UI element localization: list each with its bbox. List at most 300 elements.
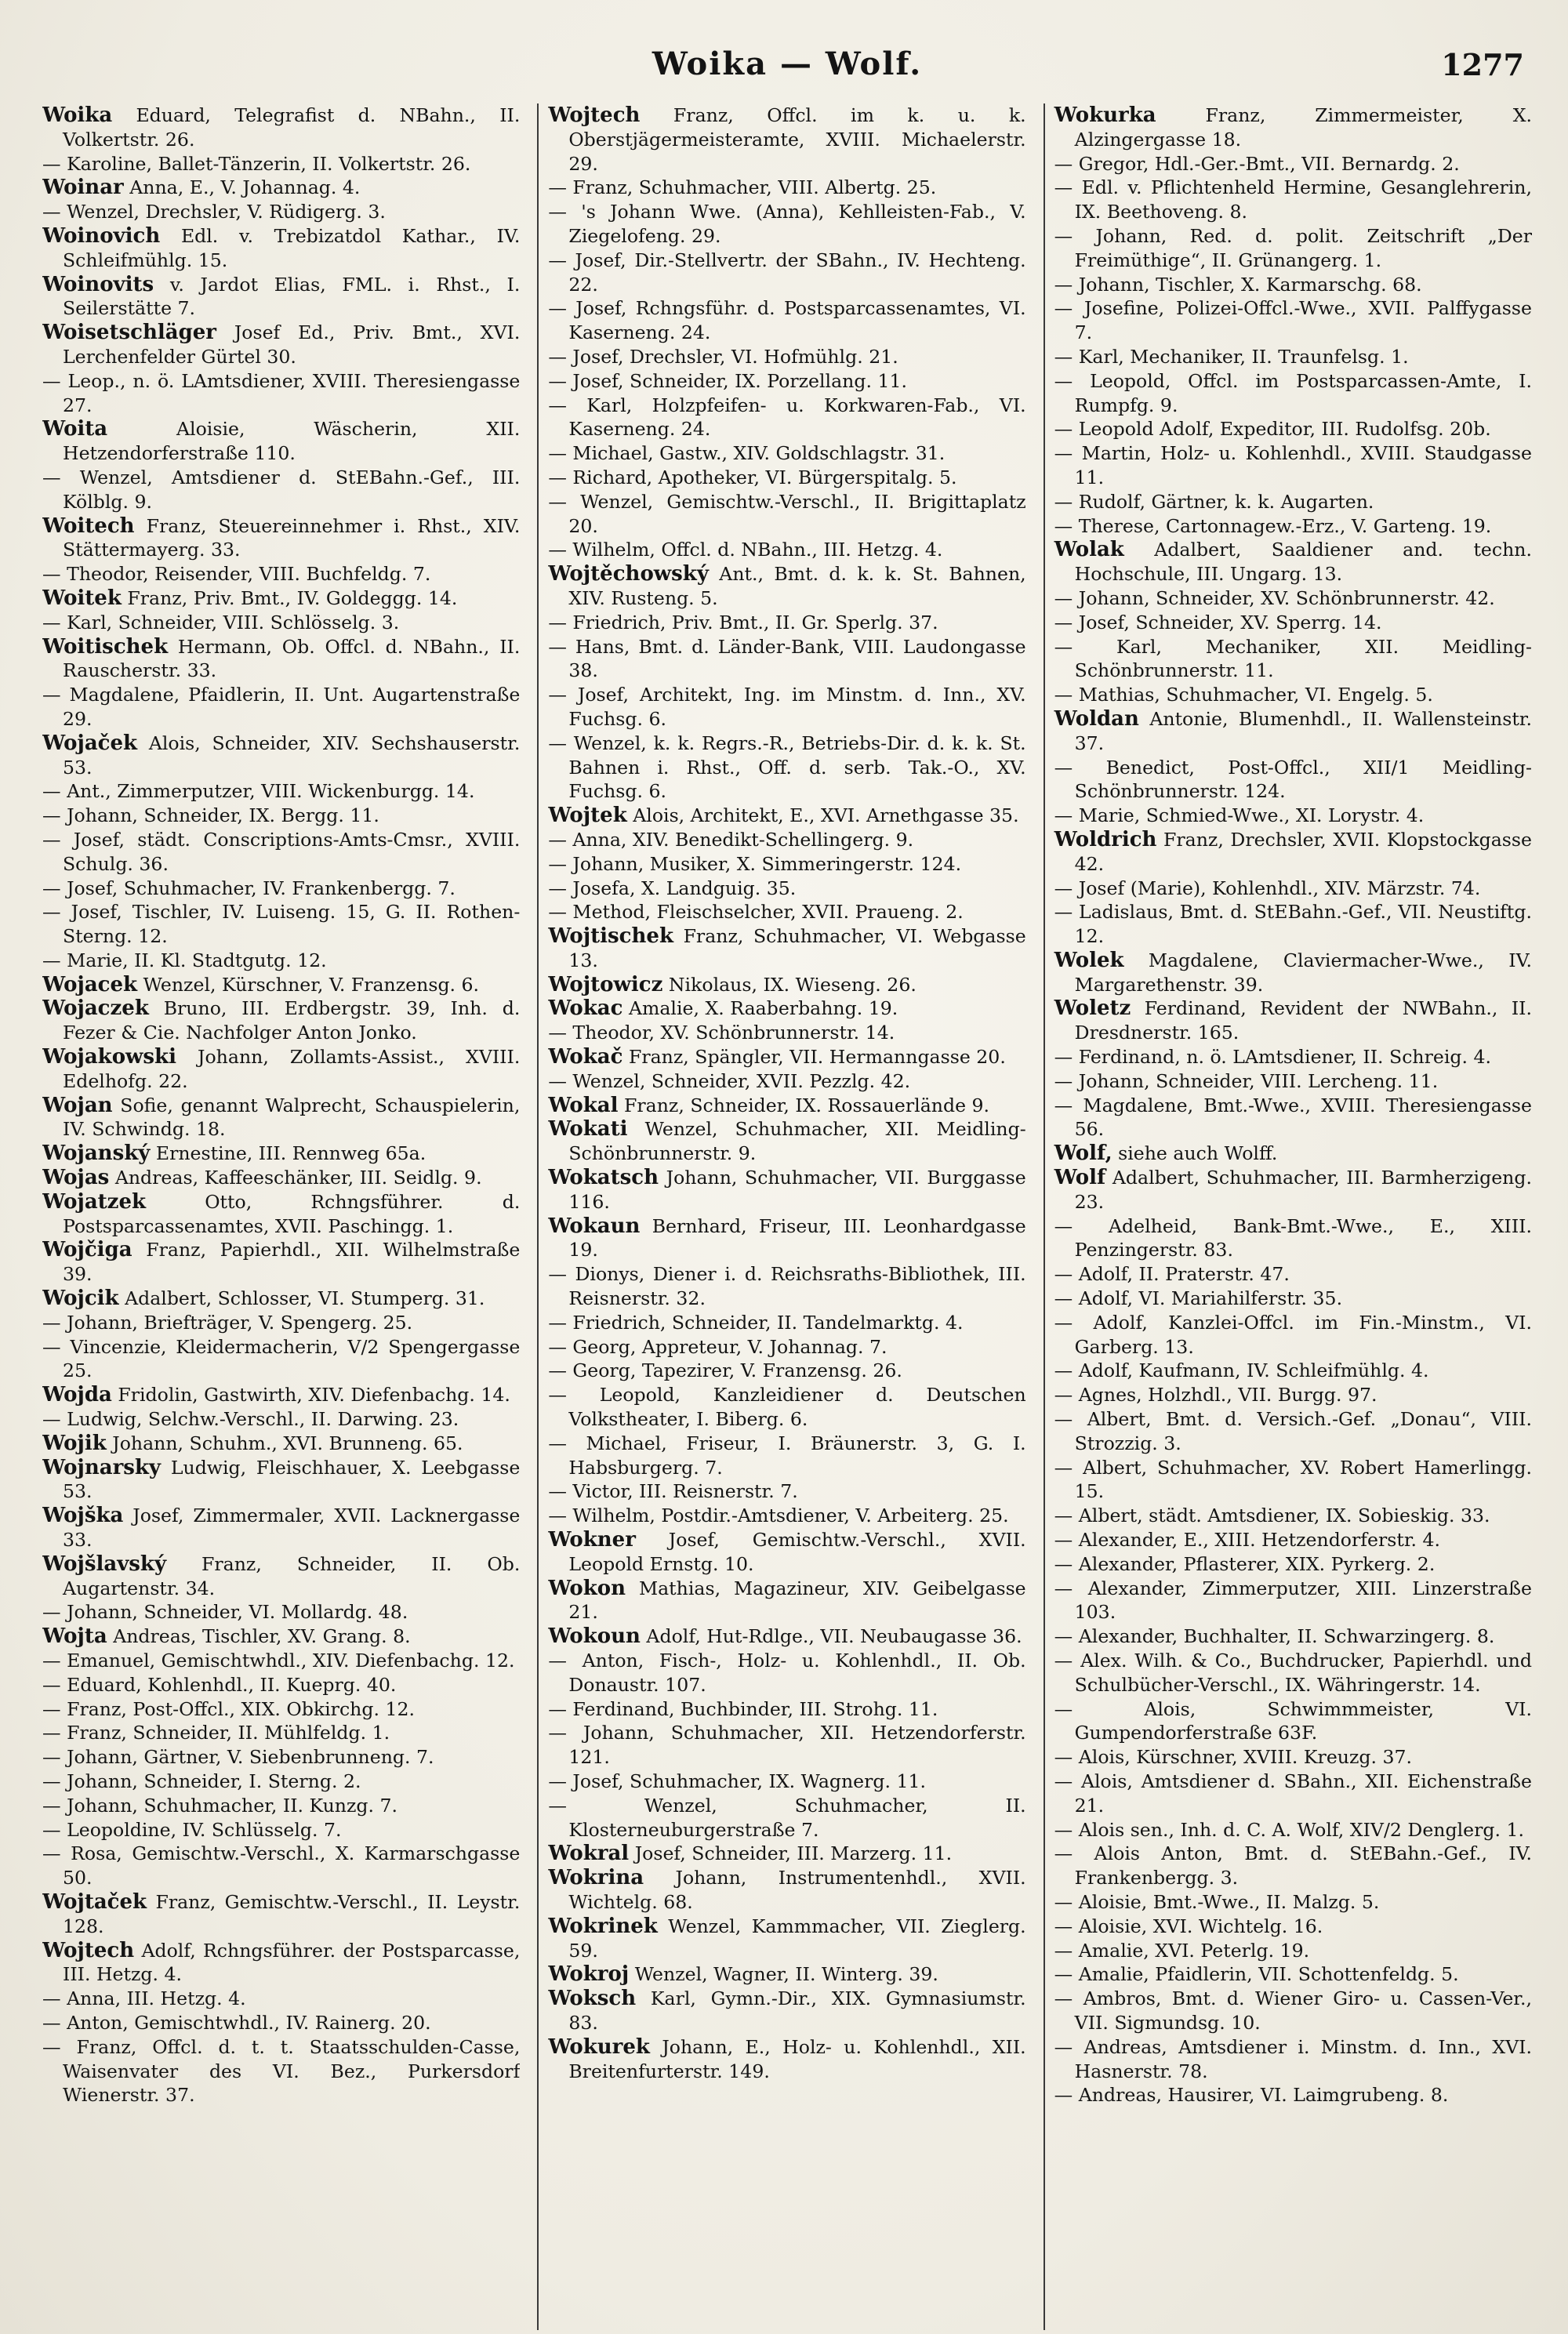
entry-text: — Anna, III. Hetzg. 4.	[42, 1987, 246, 2010]
directory-entry	[42, 1552, 520, 1601]
directory-entry	[1054, 176, 1532, 224]
directory-entry	[548, 996, 1025, 1021]
entry-surname: Wokac	[548, 996, 623, 1021]
entry-text: — Leopold, Offcl. im Postsparcassen-Amte, I. Rumpfg. 9.	[1054, 369, 1532, 416]
directory-entry	[42, 586, 520, 611]
entry-text: Adalbert, Schlosser, VI. Stumperg. 31.	[125, 1287, 485, 1310]
entry-text: — Adolf, VI. Mariahilferstr. 35.	[1054, 1287, 1343, 1310]
directory-entry	[1054, 1577, 1532, 1625]
directory-entry	[42, 731, 520, 780]
directory-entry	[548, 369, 1025, 394]
entry-text: Antonie, Blumenhdl., II. Wallensteinstr. 37.	[1074, 707, 1532, 754]
entry-text: — Wenzel, Amtsdiener d. StEBahn.-Gef., III. Kölblg. 9.	[42, 466, 521, 513]
directory-entry	[548, 973, 1025, 997]
entry-text: — Ludwig, Selchw.-Verschl., II. Darwing. 23.	[42, 1408, 459, 1431]
entry-text: — Karoline, Ballet-Tänzerin, II. Volkertstr. 26.	[42, 152, 471, 175]
entry-text: — Marie, Schmied-Wwe., XI. Lorystr. 4.	[1054, 804, 1425, 827]
directory-entry	[42, 2011, 520, 2035]
entry-text: — Wenzel, Gemischtw.-Verschl., II. Brigittaplatz 20.	[548, 490, 1026, 537]
entry-text: Wenzel, Schuhmacher, XII. Meidling-Schönbrunnerstr. 9.	[568, 1118, 1026, 1165]
directory-entry	[1054, 1962, 1532, 1987]
entry-text: Eduard, Telegrafist d. NBahn., II. Volkertstr. 26.	[63, 104, 521, 151]
entry-text: — Andreas, Amtsdiener i. Minstm. d. Inn., XVI. Hasnerstr. 78.	[1054, 2035, 1532, 2082]
directory-entry	[42, 1987, 520, 2011]
directory-entry	[42, 1190, 520, 1239]
entry-text: Franz, Schneider, IX. Rossauerlände 9.	[624, 1094, 990, 1116]
directory-entry	[42, 1407, 520, 1432]
directory-entry	[42, 224, 520, 273]
directory-entry	[1054, 828, 1532, 877]
entry-text: — Franz, Schneider, II. Mühlfeldg. 1.	[42, 1722, 390, 1744]
entry-text: — Alexander, Buchhalter, II. Schwarzingerg. 8.	[1054, 1625, 1495, 1648]
directory-entry	[548, 538, 1025, 562]
entry-surname: Wolak	[1054, 538, 1124, 562]
entry-text: — Victor, III. Reisnerstr. 7.	[548, 1480, 798, 1503]
entry-text: Franz, Offcl. im k. u. k. Oberstjägermeisteramte, XVIII. Michaelerstr. 29.	[568, 104, 1026, 175]
entry-text: — Josef, Dir.-Stellvertr. der SBahn., IV. Hechteng. 22.	[548, 249, 1026, 296]
directory-entry	[42, 1624, 520, 1649]
entry-surname: Wokurek	[548, 2035, 650, 2059]
directory-entry	[548, 1214, 1025, 1263]
entry-text: Franz, Schneider, II. Ob. Augartenstr. 34.	[63, 1552, 521, 1599]
directory-entry	[1054, 1745, 1532, 1770]
directory-entry	[42, 900, 520, 949]
entry-text: Franz, Spängler, VII. Hermanngasse 20.	[628, 1046, 1006, 1069]
directory-entry	[42, 996, 520, 1045]
entry-text: — Leopold, Kanzleidiener d. Deutschen Volkstheater, I. Biberg. 6.	[548, 1384, 1026, 1431]
entry-text: — Johann, Schneider, VI. Mollardg. 48.	[42, 1601, 408, 1624]
directory-entry	[1054, 1311, 1532, 1359]
entry-surname: Wokati	[548, 1117, 628, 1142]
column-middle	[537, 103, 1025, 2330]
directory-entry	[548, 924, 1025, 973]
entry-text: Wenzel, Kürschner, V. Franzensg. 6.	[143, 973, 480, 996]
entry-text: — Friedrich, Priv. Bmt., II. Gr. Sperlg. 37.	[548, 611, 938, 633]
directory-entry	[548, 1866, 1025, 1915]
entry-text: Andreas, Tischler, XV. Grang. 8.	[113, 1625, 411, 1648]
entry-text: Karl, Gymn.-Dir., XIX. Gymnasiumstr. 83.	[568, 1987, 1026, 2034]
entry-text: — Alois sen., Inh. d. C. A. Wolf, XIV/2 Denglerg. 1.	[1054, 1818, 1525, 1841]
entry-surname: Wojcik	[42, 1287, 119, 1311]
directory-entry	[1054, 804, 1532, 828]
entry-text: Sofie, genannt Walprecht, Schauspielerin, IV. Schwindg. 18.	[63, 1094, 521, 1141]
entry-text: — Alex. Wilh. & Co., Buchdrucker, Papierhdl. und Schulbücher-Verschl., IX. Währingerstr. 14.	[1054, 1650, 1532, 1696]
entry-text: — Mathias, Schuhmacher, VI. Engelg. 5.	[1054, 684, 1433, 706]
entry-surname: Woldrich	[1054, 827, 1157, 851]
directory-entry	[548, 1794, 1025, 1842]
entry-text: — Georg, Appreteur, V. Johannag. 7.	[548, 1335, 887, 1358]
entry-text: — Michael, Friseur, I. Bräunerstr. 3, G. I. Habsburgerg. 7.	[548, 1432, 1026, 1479]
entry-text: — Johann, Schuhmacher, XII. Hetzendorferstr. 121.	[548, 1722, 1026, 1769]
entry-text: — Eduard, Kohlenhdl., II. Kueprg. 40.	[42, 1673, 397, 1696]
entry-text: — Wilhelm, Postdir.-Amtsdiener, V. Arbeiterg. 25.	[548, 1505, 1009, 1527]
directory-entry	[1054, 586, 1532, 611]
directory-entry	[1054, 1504, 1532, 1528]
directory-entry	[548, 345, 1025, 369]
directory-entry	[42, 1794, 520, 1818]
directory-entry	[42, 804, 520, 828]
directory-entry	[1054, 635, 1532, 684]
directory-entry	[548, 1504, 1025, 1528]
directory-entry	[1054, 756, 1532, 804]
directory-entry	[42, 1939, 520, 1987]
entry-text: — Josef, Rchngsführ. d. Postsparcassenamtes, VI. Kaserneng. 24.	[548, 297, 1026, 344]
entry-surname: Wojtech	[42, 1938, 135, 1962]
entry-text: Nikolaus, IX. Wieseng. 26.	[668, 973, 916, 996]
entry-text: — Johann, Tischler, X. Karmarschg. 68.	[1054, 273, 1422, 296]
entry-text: Andreas, Kaffeeschänker, III. Seidlg. 9.	[114, 1167, 482, 1189]
directory-entry	[548, 1311, 1025, 1335]
entry-surname: Wojaček	[42, 731, 138, 755]
directory-entry	[1054, 1939, 1532, 1963]
directory-entry	[42, 273, 520, 321]
entry-text: — Georg, Tapezirer, V. Franzensg. 26.	[548, 1359, 902, 1382]
entry-text: — Rudolf, Gärtner, k. k. Augarten.	[1054, 490, 1374, 513]
entry-text: — Johann, Gärtner, V. Siebenbrunneng. 7.	[42, 1746, 434, 1769]
entry-surname: Wokurka	[1054, 103, 1156, 127]
entry-text: — Josef, Tischler, IV. Luiseng. 15, G. II. Rothen-Sterng. 12.	[42, 901, 521, 948]
directory-entry	[548, 1335, 1025, 1359]
entry-surname: Wojtaček	[42, 1889, 147, 1914]
directory-entry	[1054, 877, 1532, 901]
directory-entry	[548, 1915, 1025, 1963]
entry-text: Fridolin, Gastwirth, XIV. Diefenbachg. 14.	[118, 1384, 510, 1407]
directory-entry	[548, 611, 1025, 635]
directory-entry	[548, 1528, 1025, 1577]
entry-text: — Emanuel, Gemischtwhdl., XIV. Diefenbachg. 12.	[42, 1650, 515, 1672]
entry-text: — Aloisie, Bmt.-Wwe., II. Malzg. 5.	[1054, 1890, 1380, 1913]
entry-text: — Michael, Gastw., XIV. Goldschlagstr. 31.	[548, 442, 946, 465]
directory-entry	[42, 973, 520, 997]
directory-entry	[548, 466, 1025, 490]
entry-text: Josef, Gemischtw.-Verschl., XVII. Leopold Ernstg. 10.	[568, 1529, 1026, 1575]
entry-surname: Wojas	[42, 1166, 110, 1190]
directory-entry	[42, 1094, 520, 1142]
entry-text: — Wenzel, Drechsler, V. Rüdigerg. 3.	[42, 201, 386, 223]
entry-text: — Alexander, Pflasterer, XIX. Pyrkerg. 2.	[1054, 1552, 1436, 1575]
directory-entry	[42, 1818, 520, 1842]
entry-text: Magdalene, Claviermacher-Wwe., IV. Margarethenstr. 39.	[1074, 949, 1532, 996]
entry-text: Adalbert, Schuhmacher, III. Barmherzigeng. 23.	[1074, 1167, 1532, 1213]
entry-text: Mathias, Magazineur, XIV. Geibelgasse 21.	[568, 1577, 1026, 1624]
entry-text: — Josef, Architekt, Ing. im Minstm. d. Inn., XV. Fuchsg. 6.	[548, 684, 1026, 730]
entry-surname: Woksch	[548, 1987, 637, 2011]
directory-entry	[42, 466, 520, 514]
directory-entry	[42, 1649, 520, 1673]
entry-text: — Alois, Amtsdiener d. SBahn., XII. Eichenstraße 21.	[1054, 1770, 1532, 1817]
directory-entry	[548, 1117, 1025, 1166]
directory-entry	[1054, 1094, 1532, 1142]
directory-entry	[42, 417, 520, 466]
directory-entry	[42, 828, 520, 877]
directory-entry	[42, 562, 520, 586]
entry-surname: Wokroj	[548, 1962, 630, 1987]
entry-text: — Adelheid, Bank-Bmt.-Wwe., E., XIII. Penzingerstr. 83.	[1054, 1214, 1532, 1261]
directory-entry	[42, 1673, 520, 1697]
entry-text: — Wenzel, k. k. Regrs.-R., Betriebs-Dir. d. k. k. St. Bahnen i. Rhst., Off. d. serb. Tak.-O., XV. Fuchsg. 6.	[548, 731, 1026, 803]
entry-text: — Dionys, Diener i. d. Reichsraths-Bibliothek, III. Reisnerstr. 32.	[548, 1263, 1026, 1310]
entry-text: Hermann, Ob. Offcl. d. NBahn., II. Rauscherstr. 33.	[63, 635, 521, 682]
entry-text: — Josef, Schneider, IX. Porzellang. 11.	[548, 369, 907, 392]
entry-text: — Hans, Bmt. d. Länder-Bank, VIII. Laudongasse 38.	[548, 635, 1026, 682]
directory-entry	[1054, 1359, 1532, 1383]
entry-surname: Wojnarsky	[42, 1455, 162, 1479]
directory-entry	[1054, 1624, 1532, 1649]
directory-entry	[548, 804, 1025, 828]
entry-text: — Albert, Schuhmacher, XV. Robert Hamerlingg. 15.	[1054, 1456, 1532, 1503]
directory-entry	[1054, 1214, 1532, 1263]
directory-entry	[1054, 1528, 1532, 1552]
entry-text: — Johann, Musiker, X. Simmeringerstr. 124.	[548, 852, 962, 875]
directory-entry	[548, 1842, 1025, 1866]
directory-entry	[1054, 1069, 1532, 1094]
directory-entry	[42, 321, 520, 369]
entry-text: — Leopold Adolf, Expeditor, III. Rudolfsg. 20b.	[1054, 418, 1491, 441]
entry-text: — Karl, Holzpfeifen- u. Korkwaren-Fab., VI. Kaserneng. 24.	[548, 394, 1026, 441]
directory-entry	[42, 1842, 520, 1890]
directory-entry	[548, 852, 1025, 877]
directory-entry	[548, 1045, 1025, 1069]
entry-text: — Albert, Bmt. d. Versich.-Gef. „Donau“, VIII. Strozzig. 3.	[1054, 1408, 1532, 1454]
directory-entry	[1054, 1842, 1532, 1890]
entry-text: Franz, Schuhmacher, VI. Webgasse 13.	[568, 925, 1026, 971]
directory-entry	[42, 611, 520, 635]
directory-entry	[1054, 441, 1532, 490]
entry-text: Johann, Zollamts-Assist., XVIII. Edelhofg. 22.	[63, 1046, 521, 1092]
directory-entry	[548, 1166, 1025, 1214]
entry-text: Ferdinand, Revident der NWBahn., II. Dresdnerstr. 165.	[1074, 997, 1532, 1044]
entry-surname: Wojaczek	[42, 996, 149, 1021]
entry-text: — Alois, Schwimmmeister, VI. Gumpendorferstraße 63F.	[1054, 1697, 1532, 1744]
directory-entry	[42, 1721, 520, 1745]
directory-entry	[1054, 2035, 1532, 2084]
directory-entry	[548, 1094, 1025, 1118]
entry-text: — Richard, Apotheker, VI. Bürgerspitalg. 5.	[548, 466, 957, 488]
directory-entry	[1054, 900, 1532, 949]
entry-text: Bruno, III. Erdbergstr. 39, Inh. d. Fezer & Cie. Nachfolger Anton Jonko.	[63, 997, 521, 1044]
entry-text: — Magdalene, Bmt.-Wwe., XVIII. Theresiengasse 56.	[1054, 1094, 1532, 1141]
directory-entry	[1054, 1818, 1532, 1842]
entry-surname: Wojšlavský	[42, 1552, 167, 1576]
directory-entry	[1054, 1045, 1532, 1069]
directory-entry	[42, 1383, 520, 1407]
directory-entry	[42, 1600, 520, 1624]
directory-entry	[548, 1770, 1025, 1794]
entry-text: — Johann, Schneider, XV. Schönbrunnerstr. 42.	[1054, 586, 1495, 609]
entry-text: — Adolf, Kaufmann, IV. Schleifmühlg. 4.	[1054, 1359, 1429, 1382]
directory-entry	[548, 1987, 1025, 2035]
entry-text: — Alexander, Zimmerputzer, XIII. Linzerstraße 103.	[1054, 1577, 1532, 1624]
entry-surname: Wojtěchowský	[548, 562, 709, 586]
directory-entry	[1054, 273, 1532, 297]
directory-entry	[1054, 611, 1532, 635]
directory-entry	[548, 200, 1025, 249]
entry-text: — Josef, Schuhmacher, IV. Frankenbergg. 7.	[42, 877, 456, 899]
directory-entry	[42, 1770, 520, 1794]
directory-entry	[42, 683, 520, 731]
entry-text: — Magdalene, Pfaidlerin, II. Unt. Augartenstraße 29.	[42, 684, 521, 730]
entry-text: — Albert, städt. Amtsdiener, IX. Sobieskig. 33.	[1054, 1505, 1490, 1527]
entry-text: — Alois Anton, Bmt. d. StEBahn.-Gef., IV. Frankenbergg. 3.	[1054, 1842, 1532, 1889]
entry-surname: Wojtischek	[548, 924, 673, 949]
directory-entry	[42, 877, 520, 901]
directory-entry	[42, 1311, 520, 1335]
entry-text: — Franz, Offcl. d. t. t. Staatsschulden-Casse, Waisenvater des VI. Bez., Purkersdorf Wienerstr. 37.	[42, 2035, 521, 2107]
entry-surname: Wojanský	[42, 1142, 151, 1166]
directory-entry	[1054, 1987, 1532, 2035]
entry-surname: Wojacek	[42, 972, 138, 996]
directory-entry	[42, 1166, 520, 1190]
entry-text: Ernestine, III. Rennweg 65a.	[155, 1142, 426, 1165]
directory-entry	[1054, 1552, 1532, 1577]
directory-entry	[548, 1962, 1025, 1987]
entry-text: — Adolf, Kanzlei-Offcl. im Fin.-Minstm., VI. Garberg. 13.	[1054, 1311, 1532, 1358]
entry-surname: Wolf,	[1054, 1142, 1112, 1166]
entry-text: Franz, Gemischtw.-Verschl., II. Leystr. 128.	[63, 1890, 521, 1937]
directory-entry	[1054, 1262, 1532, 1287]
entry-text: Franz, Zimmermeister, X. Alzingergasse 18.	[1074, 104, 1532, 151]
directory-entry	[1054, 369, 1532, 418]
directory-entry	[548, 1432, 1025, 1480]
entry-text: — Karl, Mechaniker, XII. Meidling-Schönbrunnerstr. 11.	[1054, 635, 1532, 682]
page-header	[42, 45, 1532, 103]
directory-entry	[1054, 514, 1532, 539]
directory-entry	[548, 1721, 1025, 1770]
entry-text: Josef, Zimmermaler, XVII. Lacknergasse 33.	[63, 1505, 521, 1552]
directory-entry	[1054, 2083, 1532, 2107]
entry-text: — Johann, Schneider, I. Sterng. 2.	[42, 1770, 361, 1792]
column-right	[1044, 103, 1532, 2330]
entry-text: — Anton, Fisch-, Holz- u. Kohlenhdl., II. Ob. Donaustr. 107.	[548, 1650, 1026, 1696]
entry-text: siehe auch Wolff.	[1118, 1142, 1278, 1165]
directory-entry	[1054, 152, 1532, 176]
entry-surname: Woita	[42, 417, 108, 441]
directory-entry	[1054, 417, 1532, 441]
entry-text: Alois, Schneider, XIV. Sechshauserstr. 53.	[63, 731, 521, 779]
entry-text: — Andreas, Hausirer, VI. Laimgrubeng. 8.	[1054, 2084, 1449, 2107]
directory-entry	[548, 1262, 1025, 1311]
directory-entry	[1054, 949, 1532, 997]
directory-entry	[548, 683, 1025, 731]
entry-text: Ludwig, Fleischhauer, X. Leebgasse 53.	[63, 1456, 521, 1503]
entry-surname: Wojda	[42, 1383, 112, 1407]
directory-entry	[1054, 345, 1532, 369]
entry-text: Franz, Drechsler, XVII. Klopstockgasse 42.	[1074, 828, 1532, 875]
entry-text: Johann, Schuhmacher, VII. Burggasse 116.	[568, 1167, 1026, 1213]
directory-entry	[42, 1504, 520, 1552]
entry-surname: Woitech	[42, 514, 135, 538]
entry-text: — Alois, Kürschner, XVIII. Kreuzg. 37.	[1054, 1746, 1413, 1769]
entry-text: Franz, Papierhdl., XII. Wilhelmstraße 39.	[63, 1239, 521, 1286]
entry-surname: Wojan	[42, 1093, 113, 1117]
entry-surname: Woinar	[42, 176, 124, 200]
entry-text: Amalie, X. Raaberbahng. 19.	[628, 997, 898, 1020]
directory-entry	[42, 200, 520, 224]
entry-surname: Woinovits	[42, 272, 154, 296]
directory-entry	[1054, 1697, 1532, 1746]
entry-text: — Amalie, Pfaidlerin, VII. Schottenfeldg. 5.	[1054, 1963, 1459, 1986]
directory-entry	[42, 1335, 520, 1384]
entry-surname: Wojatzek	[42, 1189, 147, 1214]
entry-text: — Amalie, XVI. Peterlg. 19.	[1054, 1939, 1310, 1962]
entry-text: — Theodor, XV. Schönbrunnerstr. 14.	[548, 1022, 895, 1044]
entry-surname: Wokrinek	[548, 1914, 658, 1938]
directory-entry	[548, 103, 1025, 176]
entry-text: — Johann, Schneider, IX. Bergg. 11.	[42, 804, 379, 827]
directory-entry	[1054, 1915, 1532, 1939]
directory-entry	[1054, 1770, 1532, 1818]
entry-surname: Woitek	[42, 586, 122, 610]
entry-text: — Wilhelm, Offcl. d. NBahn., III. Hetzg. 4.	[548, 539, 943, 561]
directory-entry	[548, 1577, 1025, 1625]
entry-surname: Wojška	[42, 1504, 124, 1528]
entry-surname: Wokoun	[548, 1624, 641, 1649]
directory-entry	[1054, 296, 1532, 345]
directory-entry	[548, 877, 1025, 901]
directory-entry	[548, 176, 1025, 200]
directory-entry	[42, 779, 520, 804]
entry-text: — Vincenzie, Kleidermacherin, V/2 Spengergasse 25.	[42, 1335, 521, 1382]
directory-entry	[42, 1697, 520, 1722]
entry-text: — Ferdinand, n. ö. LAmtsdiener, II. Schreig. 4.	[1054, 1046, 1491, 1069]
entry-text: Ant., Bmt. d. k. k. St. Bahnen, XIV. Rusteng. 5.	[568, 563, 1026, 609]
entry-text: — Aloisie, XVI. Wichtelg. 16.	[1054, 1915, 1323, 1937]
directory-entry	[42, 949, 520, 973]
entry-text: Johann, E., Holz- u. Kohlenhdl., XII. Breitenfurterstr. 149.	[568, 2035, 1026, 2082]
running-head: Woika — Wolf.	[652, 45, 923, 82]
entry-surname: Wokrina	[548, 1866, 644, 1890]
directory-entry	[42, 1456, 520, 1505]
entry-text: Adolf, Hut-Rdlge., VII. Neubaugasse 36.	[646, 1625, 1022, 1648]
entry-text: — Gregor, Hdl.-Ger.-Bmt., VII. Bernardg. 2.	[1054, 152, 1460, 175]
entry-surname: Wojtowicz	[548, 972, 663, 996]
entry-text: — Anton, Gemischtwhdl., IV. Rainerg. 20.	[42, 2011, 431, 2034]
directory-entry	[548, 562, 1025, 611]
entry-text: — Benedict, Post-Offcl., XII/1 Meidling-Schönbrunnerstr. 124.	[1054, 756, 1532, 803]
entry-text: — Ferdinand, Buchbinder, III. Strohg. 11.	[548, 1697, 938, 1720]
entry-text: — Johann, Schuhmacher, II. Kunzg. 7.	[42, 1794, 398, 1817]
entry-surname: Wokatsch	[548, 1166, 659, 1190]
entry-surname: Wojčiga	[42, 1238, 132, 1262]
entry-text: — Marie, II. Kl. Stadtgutg. 12.	[42, 949, 327, 971]
entry-surname: Wokač	[548, 1045, 623, 1069]
directory-entry	[1054, 1456, 1532, 1505]
entry-surname: Wojtech	[548, 103, 641, 127]
entry-text: Otto, Rchngsführer. d. Postsparcassenamtes, XVII. Paschingg. 1.	[63, 1190, 521, 1237]
entry-text: — Johann, Briefträger, V. Spengerg. 25.	[42, 1311, 413, 1334]
entry-text: Adalbert, Saaldiener and. techn. Hochschule, III. Ungarg. 13.	[1074, 539, 1532, 586]
entry-text: — Franz, Schuhmacher, VIII. Albertg. 25.	[548, 176, 937, 199]
entry-text: Aloisie, Wäscherin, XII. Hetzendorferstraße 110.	[63, 418, 521, 465]
entry-text: — Adolf, II. Praterstr. 47.	[1054, 1263, 1290, 1286]
directory-entry	[548, 731, 1025, 804]
entry-text: — Johann, Schneider, VIII. Lercheng. 11.	[1054, 1069, 1439, 1092]
directory-entry	[1054, 103, 1532, 152]
entry-text: — Josef (Marie), Kohlenhdl., XIV. Märzstr. 74.	[1054, 877, 1481, 899]
entry-text: Franz, Priv. Bmt., IV. Goldeggg. 14.	[127, 586, 458, 609]
entry-text: — Josefa, X. Landguig. 35.	[548, 877, 797, 899]
directory-entry	[42, 1142, 520, 1166]
entry-text: — Martin, Holz- u. Kohlenhdl., XVIII. Staudgasse 11.	[1054, 442, 1532, 488]
directory-entry	[42, 103, 520, 152]
entry-surname: Wolf	[1054, 1166, 1106, 1190]
directory-entry	[548, 828, 1025, 852]
entry-surname: Woisetschläger	[42, 321, 217, 345]
directory-entry	[42, 1238, 520, 1287]
directory-entry	[548, 1383, 1025, 1432]
entry-text: — Ladislaus, Bmt. d. StEBahn.-Gef., VII. Neustiftg. 12.	[1054, 901, 1532, 948]
entry-text: Anna, E., V. Johannag. 4.	[129, 176, 361, 199]
